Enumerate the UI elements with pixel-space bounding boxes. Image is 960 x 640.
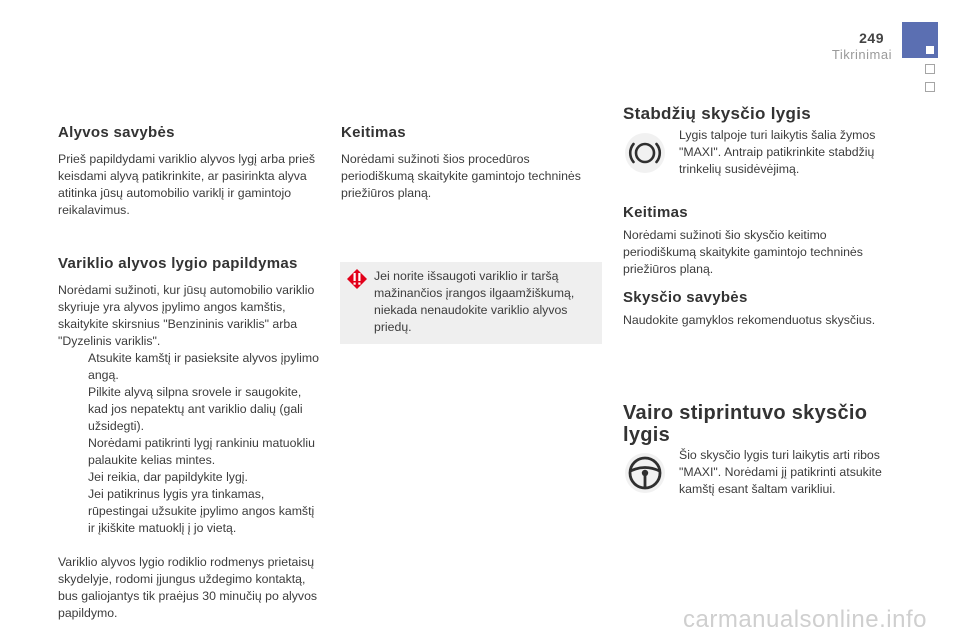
column-oil (58, 124, 320, 622)
section-tab-active[interactable] (902, 22, 938, 58)
fluid-props-heading: Skysčio savybės (623, 289, 748, 306)
list-item: Atsukite kamštį ir pasieksite alyvos įpylimo angą. (88, 351, 319, 382)
brake-warning-icon (623, 131, 667, 175)
tab-marker-icon (926, 46, 934, 54)
refill-steps-list (58, 350, 320, 537)
oil-refill-intro: Norėdami sužinoti, kur jūsų automobilio variklio skyriuje yra alyvos įpylimo angos kamštis, skaitykite skirsnius "Benzininis variklis" arba "Dyzelinis variklis". (58, 283, 315, 348)
column-oil-change (341, 124, 599, 202)
list-item: Norėdami patikrinti lygį rankiniu matuokliu palaukite kelias mintes. (88, 436, 315, 467)
oil-change-heading: Keitimas (341, 124, 406, 141)
brake-change-heading: Keitimas (623, 204, 688, 221)
section-tab[interactable] (925, 82, 935, 92)
brake-fluid-text: Lygis talpoje turi laikytis šalia žymos "MAXI". Antraip patikrinkite stabdžių trinkelių susidėvėjimą. (679, 128, 876, 176)
list-item: Pilkite alyvą silpna srovele ir saugokite, kad jos nepatektų ant variklio dalių (gali užsidegti). (88, 385, 303, 433)
oil-level-note: Variklio alyvos lygio rodiklio rodmenys prietaisų skydelyje, rodomi įjungus uždegimo kontaktą, bus galiojantys tik praėjus 30 minučių po alyvos papildymo. (58, 555, 318, 620)
oil-refill-heading: Variklio alyvos lygio papildymas (58, 255, 298, 272)
brake-change-text: Norėdami sužinoti šio skysčio keitimo periodiškumą skaitykite gamintojo techninės priežiūros planą. (623, 228, 863, 276)
section-title: Tikrinimai (831, 47, 892, 62)
watermark: carmanualsonline.info (683, 606, 927, 633)
brake-fluid-heading: Stabdžių skysčio lygis (623, 104, 811, 123)
oil-props-text: Prieš papildydami variklio alyvos lygį arba prieš keisdami alyvą patikrinkite, ar pasirinkta alyva atitinka jūsų automobilio variklį ir gamintojo reikalavimus. (58, 152, 315, 217)
page-number: 249 (859, 30, 884, 46)
warning-text: Jei norite išsaugoti variklio ir taršą mažinančios įrangos ilgaamžiškumą, niekada nenaudokite variklio alyvos priedų. (374, 269, 575, 334)
fluid-props-text: Naudokite gamyklos rekomenduotus skysčius. (623, 313, 876, 327)
list-item: Jei reikia, dar papildykite lygį. (88, 470, 248, 484)
section-tab[interactable] (925, 64, 935, 74)
steering-fluid-heading: Vairo stiprintuvo skysčio lygis (623, 402, 868, 446)
warning-double-exclamation-icon (346, 268, 368, 290)
steering-fluid-text: Šio skysčio lygis turi laikytis arti ribos "MAXI". Norėdami jį patikrinti atsukite kamštį esant šaltam varikliui. (679, 448, 882, 496)
list-item: Jei patikrinus lygis yra tinkamas, rūpestingai užsukite įpylimo angos kamštį ir įkiškite matuoklį į jo vietą. (88, 487, 315, 535)
steering-wheel-icon (623, 451, 667, 495)
oil-change-text: Norėdami sužinoti šios procedūros periodiškumą skaitykite gamintojo techninės priežiūros planą. (341, 152, 581, 200)
oil-props-heading: Alyvos savybės (58, 124, 175, 141)
